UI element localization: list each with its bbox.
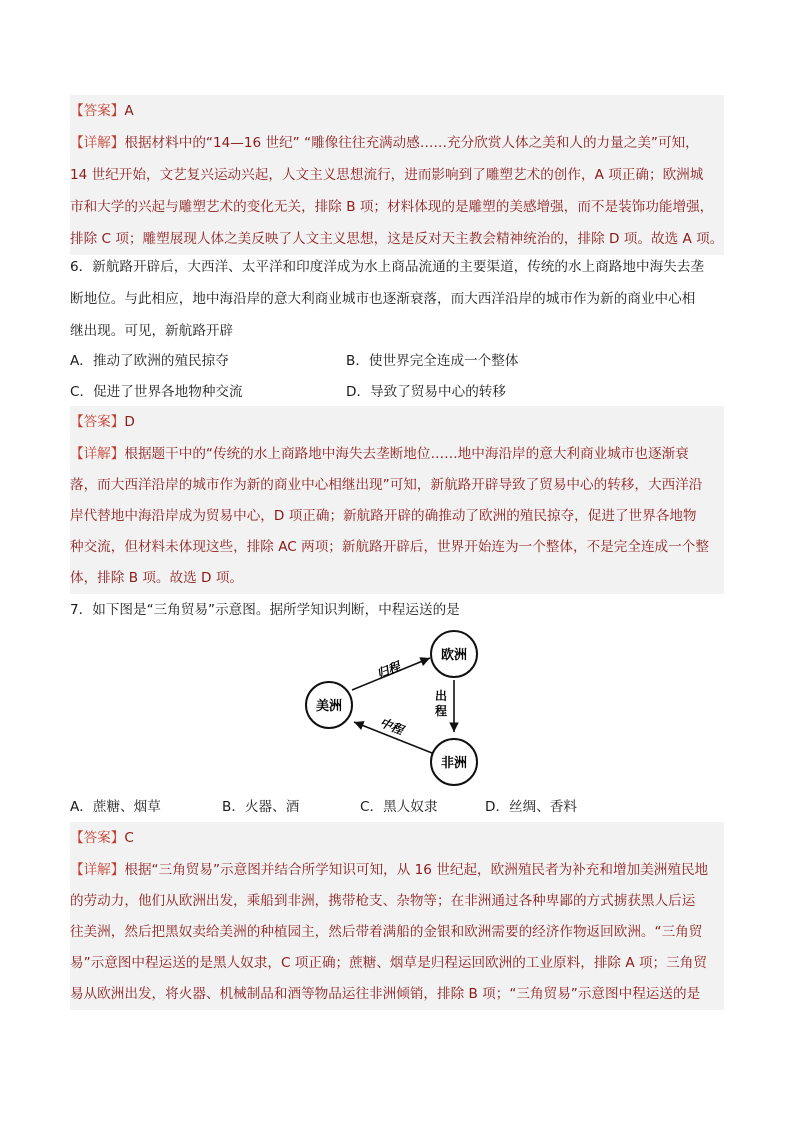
q6-stem-line-1: 6．新航路开辟后，大西洋、太平洋和印度洋成为水上商品流通的主要渠道，传统的水上商路地中海失去垄 bbox=[70, 259, 704, 275]
q7-option-a: A．蔗糖、烟草 bbox=[70, 799, 161, 815]
q7-answer-block bbox=[70, 822, 724, 1010]
q5-answer-value: A bbox=[124, 103, 134, 119]
q5-detail-text-1: 根据材料中的“14—16 世纪” “雕像往往充满动感……充分欣赏人体之美和人的力量之美”可知， bbox=[124, 135, 699, 151]
q7-detail-text-5: 易从欧洲出发，将火器、机械制品和酒等物品运往非洲倾销，排除 B 项；“三角贸易”示意图中程运送的是 bbox=[70, 986, 701, 1002]
q5-answer-tag: 【答案】 bbox=[70, 103, 125, 119]
q7-detail-text-1: 根据“三角贸易”示意图并结合所学知识可知，从 16 世纪起，欧洲殖民者为补充和增加美洲殖民地 bbox=[124, 862, 709, 878]
q7-detail-tag: 【详解】 bbox=[70, 862, 125, 878]
q6-answer-tag: 【答案】 bbox=[70, 414, 125, 430]
q6-answer-block bbox=[70, 406, 724, 594]
q6-detail-tag: 【详解】 bbox=[70, 446, 125, 462]
q5-detail-text-3: 市和大学的兴起与雕塑艺术的变化无关，排除 B 项；材料体现的是雕塑的美感增强，而不是装饰功能增强， bbox=[70, 199, 714, 215]
q6-option-c: C．促进了世界各地物种交流 bbox=[70, 384, 243, 400]
q6-detail-text-3: 岸代替地中海沿岸成为贸易中心，D 项正确；新航路开辟的确推动了欧洲的殖民掠夺，促进了世界各地物 bbox=[70, 508, 697, 524]
q7-option-d: D．丝绸、香料 bbox=[485, 799, 578, 815]
q6-detail-text-1: 根据题干中的“传统的水上商路地中海失去垄断地位……地中海沿岸的意大利商业城市也逐渐衰 bbox=[124, 446, 689, 462]
q6-detail-text-5: 体，排除 B 项。故选 D 项。 bbox=[70, 570, 244, 586]
q7-answer-value: C bbox=[124, 830, 134, 846]
q7-option-b: B．火器、酒 bbox=[222, 799, 300, 815]
africa-label: 非洲 bbox=[440, 756, 468, 771]
europe-label: 欧洲 bbox=[440, 648, 468, 663]
q7-detail-text-4: 易”示意图中程运送的是黑人奴隶，C 项正确；蔗糖、烟草是归程运回欧洲的工业原料，排除 A 项；三角贸 bbox=[70, 955, 707, 971]
q5-answer-line bbox=[70, 95, 724, 127]
q6-answer-value: D bbox=[124, 414, 135, 430]
q7-option-c: C．黑人奴隶 bbox=[360, 799, 438, 815]
q7-detail-line-1 bbox=[70, 854, 724, 886]
outward-route-label-2: 程 bbox=[434, 704, 448, 718]
q5-detail-line-1 bbox=[70, 127, 724, 159]
q6-answer-line bbox=[70, 406, 724, 438]
q7-answer-tag: 【答案】 bbox=[70, 830, 125, 846]
q6-stem-line-3: 继出现。可见，新航路开辟 bbox=[70, 323, 234, 339]
q6-detail-text-2: 落，而大西洋沿岸的城市作为新的商业中心相继出现”可知，新航路开辟导致了贸易中心的转移，大西洋沿 bbox=[70, 477, 703, 493]
q6-option-d: D．导致了贸易中心的转移 bbox=[346, 384, 506, 400]
q7-detail-text-3: 往美洲，然后把黑奴卖给美洲的种植园主，然后带着满船的金银和欧洲需要的经济作物返回欧洲。“三角贸 bbox=[70, 924, 703, 940]
q6-option-a: A．推动了欧洲的殖民掠夺 bbox=[70, 353, 229, 369]
return-route-label: 归程 bbox=[374, 659, 403, 682]
q6-detail-text-4: 种交流，但材料未体现这些，排除 AC 两项；新航路开辟后，世界开始连为一个整体，不是完全连成一个整 bbox=[70, 539, 709, 555]
q5-detail-tag: 【详解】 bbox=[70, 135, 125, 151]
q5-detail-text-2: 14 世纪开始，文艺复兴运动兴起，人文主义思想流行，进而影响到了雕塑艺术的创作，A 项正确；欧洲城 bbox=[70, 167, 704, 183]
q6-option-b: B．使世界完全连成一个整体 bbox=[346, 353, 519, 369]
q6-detail-line-1 bbox=[70, 438, 724, 470]
q5-detail-text-4: 排除 C 项；雕塑展现人体之美反映了人文主义思想，这是反对天主教会精神统治的，排除 D 项。故选 A 项。 bbox=[70, 231, 724, 247]
q7-stem: 7．如下图是“三角贸易”示意图。据所学知识判断，中程运送的是 bbox=[70, 602, 460, 618]
triangle-trade-diagram bbox=[290, 628, 510, 798]
q6-stem-line-2: 断地位。与此相应，地中海沿岸的意大利商业城市也逐渐衰落，而大西洋沿岸的城市作为新的商业中心相 bbox=[70, 291, 696, 307]
q7-answer-line bbox=[70, 822, 724, 854]
q7-detail-text-2: 的劳动力，他们从欧洲出发，乘船到非洲，携带枪支、杂物等；在非洲通过各种卑鄙的方式掳获黑人后运 bbox=[70, 893, 696, 909]
america-label: 美洲 bbox=[315, 699, 343, 714]
middle-route-label: 中程 bbox=[377, 715, 406, 738]
outward-route-label-1: 出 bbox=[434, 689, 448, 703]
q5-answer-block bbox=[70, 95, 724, 255]
